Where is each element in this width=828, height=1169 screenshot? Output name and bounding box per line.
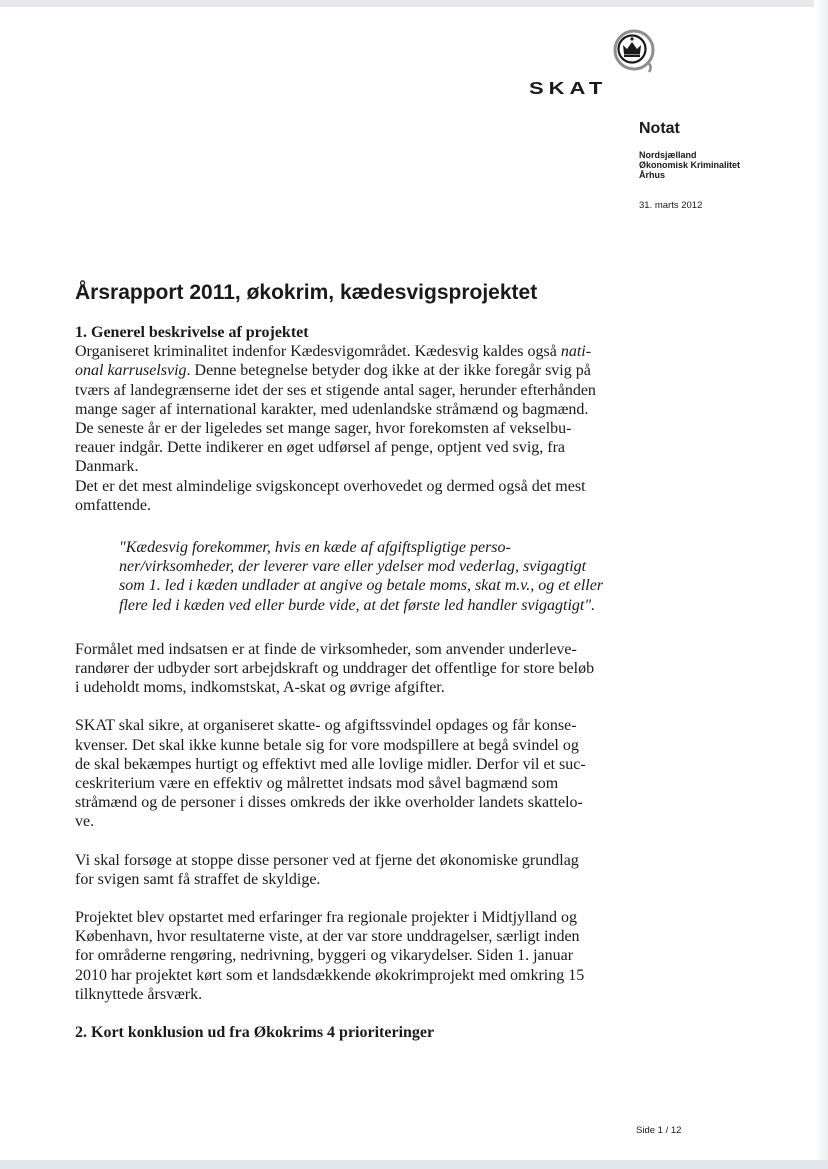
quote-line: ner/virksomheder, der leverer vare eller ydelser mod vederlag, svigagtigt	[119, 558, 587, 576]
org-line: Nordsjælland	[639, 150, 697, 160]
text-line: onal karruselsvig. Denne betegnelse betyder dog ikke at der ikke foregår svig på	[75, 362, 591, 380]
text-line: i udeholdt moms, indkomstskat, A-skat og øvrige afgifter.	[75, 679, 445, 697]
quote-line: som 1. led i kæden undlader at angive og betale moms, skat m.v., og et eller	[119, 577, 604, 595]
paragraph-skat-goals	[75, 716, 635, 831]
text-line: randører der udbyder sort arbejdskraft og unddrager det offentlige for store beløb	[75, 660, 595, 678]
text-line: 2010 har projektet kørt som et landsdækkende økokrimprojekt med omkring 15	[75, 966, 585, 984]
document-body	[75, 323, 635, 1042]
paragraph-spacer	[75, 832, 635, 851]
scan-edge-top	[0, 0, 828, 7]
section-heading: 1. Generel beskrivelse af projektet	[75, 324, 309, 341]
scan-edge-bottom	[0, 1160, 828, 1169]
document-title: Årsrapport 2011, økokrim, kædesvigsprojektet	[75, 281, 538, 304]
text-line: mange sager af international karakter, med udenlandske stråmænd og bagmænd.	[75, 400, 589, 418]
org-line: Århus	[639, 170, 666, 180]
paragraph-purpose	[75, 640, 635, 698]
paragraph-spacer	[75, 1004, 635, 1023]
section-heading: 2. Kort konklusion ud fra Økokrims 4 prioriteringer	[75, 1024, 435, 1042]
paragraph-stop	[75, 851, 635, 889]
text-line: ceskriterium være en effektiv og målrettet indsats mod såvel bagmænd som	[75, 775, 559, 793]
text-line: Vi skal forsøge at stoppe disse personer ved at fjerne det økonomiske grundlag	[75, 851, 579, 869]
text-line: Formålet med indsatsen er at finde de virksomheder, som anvender underleve-	[75, 640, 577, 658]
text-line: omfattende.	[75, 496, 151, 514]
page-number	[636, 1125, 681, 1136]
org-line: Økonomisk Kriminalitet	[639, 160, 741, 170]
page-label: Side	[636, 1125, 656, 1136]
paragraph-intro	[75, 342, 635, 476]
text-line: Organiseret kriminalitet indenfor Kædesvigområdet. Kædesvig kaldes også nati-	[75, 343, 592, 361]
text-line: de skal bekæmpes hurtigt og effektivt med alle lovlige midler. Derfor vil et suc-	[75, 755, 586, 773]
paragraph-spacer	[75, 889, 635, 908]
doc-date: 31. marts 2012	[639, 200, 703, 211]
paragraph-spacer	[75, 697, 635, 716]
paragraph-concept	[75, 477, 635, 515]
text-line: SKAT skal sikre, at organiseret skatte- og afgiftssvindel opdages og får konse-	[75, 717, 577, 735]
logo-wordmark: SKAT	[529, 78, 608, 98]
text-line: De seneste år er der ligeledes set mange sager, hvor forekomsten af vekselbu-	[75, 420, 572, 438]
text-line: Det er det mest almindelige svigskoncept overhovedet og dermed også det mest	[75, 477, 586, 495]
text-line: stråmænd og de personer i disses omkreds der ikke overholder landets skattelo-	[75, 794, 583, 812]
quote-line: "Kædesvig forekommer, hvis en kæde af afgiftspligtige perso-	[119, 539, 511, 557]
text-line: for svigen samt få straffet de skyldige.	[75, 870, 321, 888]
text-line: Danmark.	[75, 458, 139, 476]
text-line: reauer indgår. Dette indikerer en øget udførsel af penge, optjent ved svig, fra	[75, 439, 566, 457]
text-line: ve.	[75, 813, 95, 831]
text-line: kvenser. Det skal ikke kunne betale sig for vore modspillere at begå svindel og	[75, 736, 579, 754]
quote-line: flere led i kæden ved eller burde vide, at det første led handler svigagtigt".	[119, 596, 596, 614]
paragraph-history	[75, 908, 635, 1004]
text-line: for områderne rengøring, nedrivning, byggeri og vikarydelser. Siden 1. januar	[75, 947, 574, 965]
text-line: tilknyttede årsværk.	[75, 985, 203, 1003]
scan-edge-right	[814, 0, 828, 1169]
doc-type-label: Notat	[639, 120, 680, 137]
page-total: 12	[670, 1125, 682, 1136]
definition-quote	[119, 538, 635, 615]
text-line: København, hvor resultaterne viste, at der var store unddragelser, særligt inden	[75, 928, 580, 946]
skat-logo	[529, 28, 663, 100]
page-current: 1	[657, 1125, 663, 1136]
page-separator: /	[665, 1125, 669, 1136]
text-line: tværs af landegrænserne idet der ses et stigende antal sager, herunder efterhånden	[75, 381, 596, 399]
document-meta	[639, 120, 809, 211]
text-line: Projektet blev opstartet med erfaringer fra regionale projekter i Midtjylland og	[75, 909, 578, 927]
